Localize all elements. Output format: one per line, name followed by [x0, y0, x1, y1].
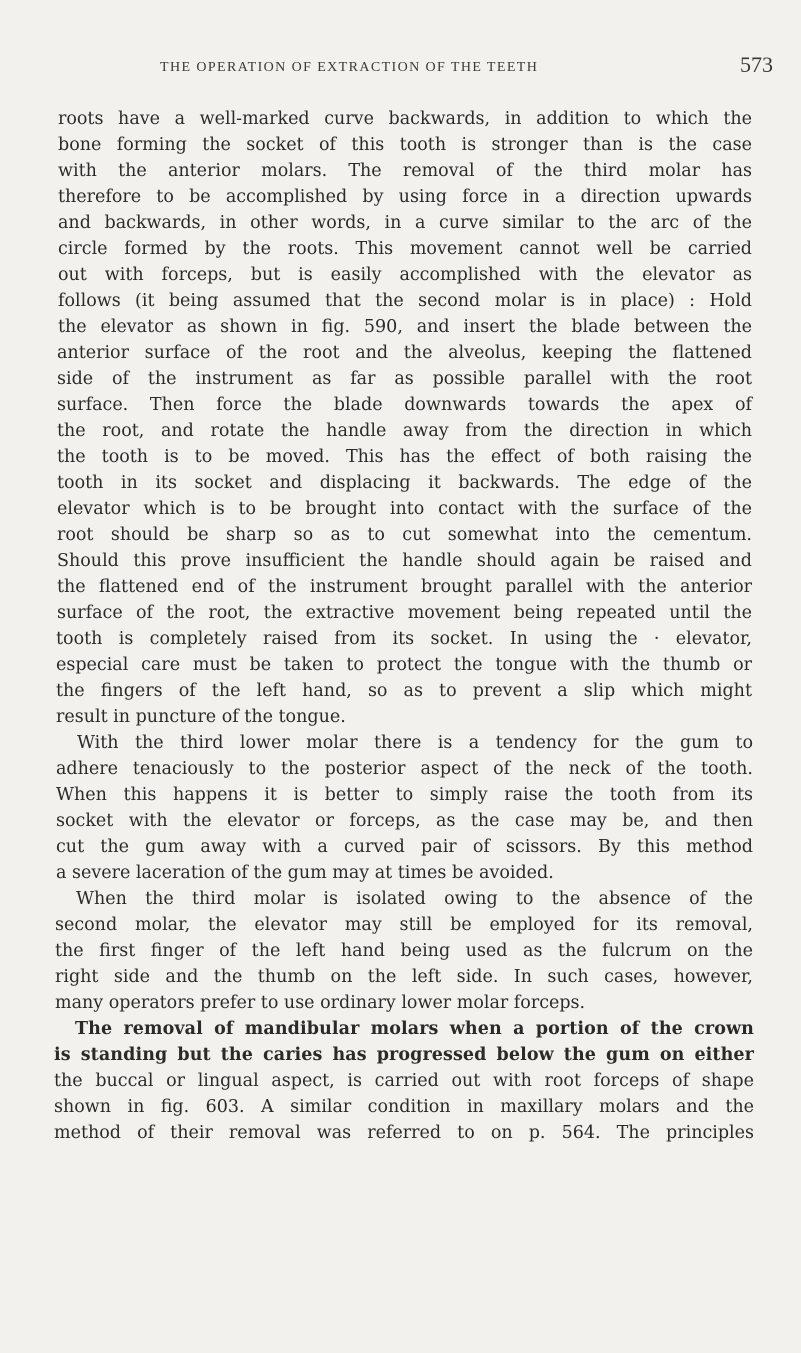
text-line: right side and the thumb on the left side. In such cases, however,	[55, 967, 753, 987]
text-line: The removal of mandibular molars when a portion of the crown	[75, 1019, 754, 1039]
text-line: is standing but the caries has progressed below the gum on either	[54, 1045, 754, 1065]
text-line: When the third molar is isolated owing to the absence of the	[76, 889, 753, 909]
text-line: surface of the root, the extractive movement being repeated until the	[57, 603, 752, 623]
page-number: 573	[740, 52, 773, 77]
text-line: and backwards, in other words, in a curve similar to the arc of the	[58, 213, 752, 233]
text-line: tooth is completely raised from its socket. In using the · elevator,	[56, 629, 752, 649]
text-line: the root, and rotate the handle away from the direction in which	[57, 421, 752, 441]
text-line: anterior surface of the root and the alveolus, keeping the flattened	[57, 343, 752, 363]
text-line: When this happens it is better to simply raise the tooth from its	[56, 785, 753, 805]
text-line: a severe laceration of the gum may at times be avoided.	[56, 863, 554, 883]
text-line: circle formed by the roots. This movement cannot well be carried	[58, 239, 752, 259]
text-line: adhere tenaciously to the posterior aspect of the neck of the tooth.	[56, 759, 753, 779]
text-line: cut the gum away with a curved pair of scissors. By this method	[56, 837, 753, 857]
text-line: the flattened end of the instrument brought parallel with the anterior	[57, 577, 752, 597]
text-line: follows (it being assumed that the second molar is in place) : Hold	[58, 291, 752, 311]
text-line: surface. Then force the blade downwards towards the apex of	[57, 395, 752, 415]
text-line: the first finger of the left hand being used as the fulcrum on the	[55, 941, 753, 961]
text-line: roots have a well-marked curve backwards, in addition to which the	[58, 109, 752, 129]
text-line: side of the instrument as far as possible parallel with the root	[57, 369, 752, 389]
text-line: the tooth is to be moved. This has the effect of both raising the	[57, 447, 752, 467]
text-line: the fingers of the left hand, so as to prevent a slip which might	[56, 681, 752, 701]
text-line: method of their removal was referred to on p. 564. The principles	[54, 1123, 754, 1143]
text-line: the buccal or lingual aspect, is carried out with root forceps of shape	[54, 1071, 754, 1091]
text-line: With the third lower molar there is a tendency for the gum to	[77, 733, 753, 753]
running-head: THE OPERATION OF EXTRACTION OF THE TEETH	[160, 60, 539, 75]
text-line: with the anterior molars. The removal of the third molar has	[58, 161, 752, 181]
text-line: therefore to be accomplished by using force in a direction upwards	[58, 187, 752, 207]
text-line: tooth in its socket and displacing it backwards. The edge of the	[57, 473, 752, 493]
text-line: result in puncture of the tongue.	[56, 707, 346, 727]
text-line: elevator which is to be brought into contact with the surface of the	[57, 499, 752, 519]
text-line: root should be sharp so as to cut somewhat into the cementum.	[57, 525, 752, 545]
text-line: the elevator as shown in fig. 590, and insert the blade between the	[58, 317, 752, 337]
text-line: especial care must be taken to protect the tongue with the thumb or	[56, 655, 752, 675]
text-line: Should this prove insufficient the handle should again be raised and	[57, 551, 752, 571]
text-line: second molar, the elevator may still be employed for its removal,	[55, 915, 753, 935]
text-line: shown in fig. 603. A similar condition in maxillary molars and the	[54, 1097, 754, 1117]
text-line: socket with the elevator or forceps, as the case may be, and then	[56, 811, 753, 831]
text-line: many operators prefer to use ordinary lower molar forceps.	[55, 993, 586, 1013]
text-line: out with forceps, but is easily accomplished with the elevator as	[58, 265, 752, 285]
text-line: bone forming the socket of this tooth is stronger than is the case	[58, 135, 752, 155]
